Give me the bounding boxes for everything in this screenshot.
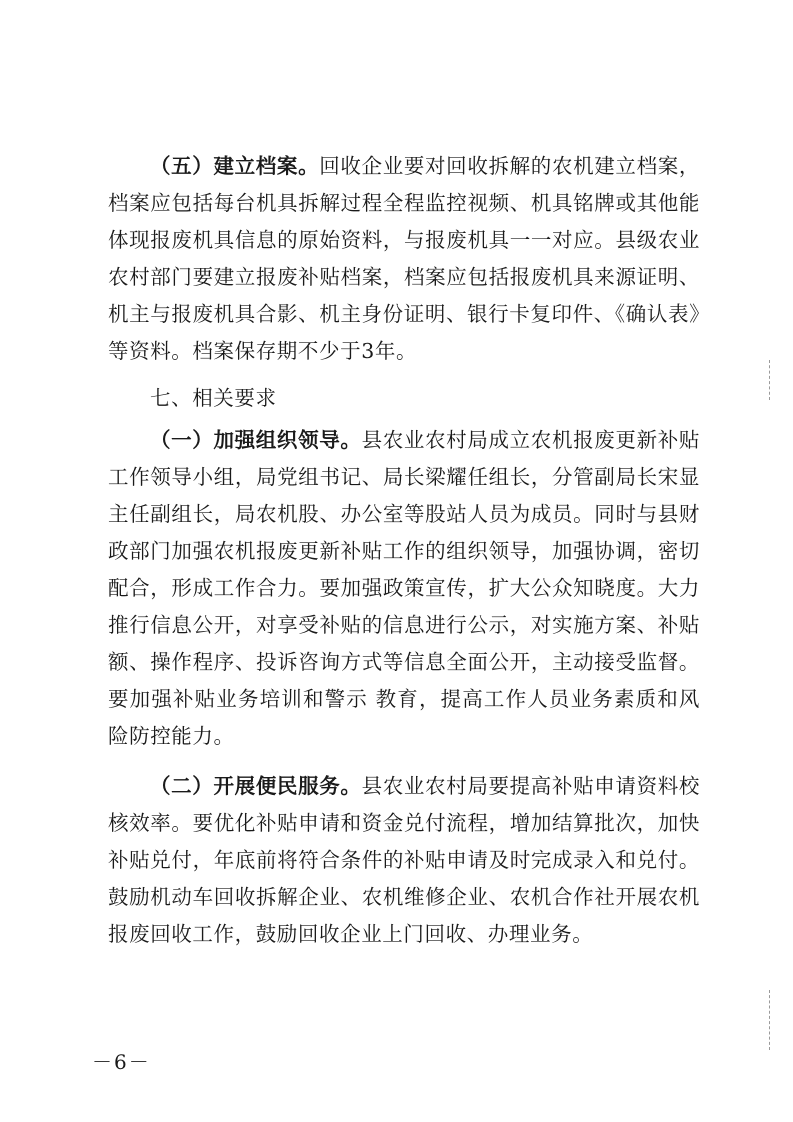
paragraph-archive-label: （五）建立档案。 [150,154,320,178]
section-heading-block [108,380,700,417]
scan-edge-mark-bottom [769,990,771,1050]
page-number: －6－ [92,1050,151,1074]
section-heading: 七、相关要求 [150,386,277,410]
paragraph-archive-text: 回收企业要对回收拆解的农机建立档案，档案应包括每台机具拆解过程全程监控视频、机具铭牌或其他能体现报废机具信息的原始资料，与报废机具一一对应。县级农业农村部门要建立报废补贴档案，档案应包括报废机具来源证明、机主与报废机具合影、机主身份证明、银行卡复印件、《确认表》等资料。档案保存期不少于3年。 [108,154,700,363]
paragraph-service [108,768,700,953]
scan-edge-mark-top [769,360,771,400]
paragraph-service-label: （二）开展便民服务。 [150,774,362,798]
body-text [108,148,700,370]
paragraph-leadership [108,422,700,755]
paragraph-leadership-label: （一）加强组织领导。 [150,428,362,452]
item-service-block [108,768,700,953]
item-leadership-block [108,422,700,755]
paragraph-leadership-text: 县农业农村局成立农机报废更新补贴工作领导小组，局党组书记、局长梁耀任组长，分管副局长宋显主任副组长，局农机股、办公室等股站人员为成员。同时与县财政部门加强农机报废更新补贴工作的组织领导，加强协调，密切配合，形成工作合力。要加强政策宣传，扩大公众知晓度。大力推行信息公开，对享受补贴的信息进行公示，对实施方案、补贴额、操作程序、投诉咨询方式等信息全面公开，主动接受监督。要加强补贴业务培训和警示 教育，提高工作人员业务素质和风险防控能力。 [108,428,700,748]
paragraph-archive [108,148,700,370]
paragraph-service-text: 县农业农村局要提高补贴申请资料校核效率。要优化补贴申请和资金兑付流程，增加结算批次，加快补贴兑付，年底前将符合条件的补贴申请及时完成录入和兑付。鼓励机动车回收拆解企业、农机维修企业、农机合作社开展农机报废回收工作，鼓励回收企业上门回收、办理业务。 [108,774,700,946]
